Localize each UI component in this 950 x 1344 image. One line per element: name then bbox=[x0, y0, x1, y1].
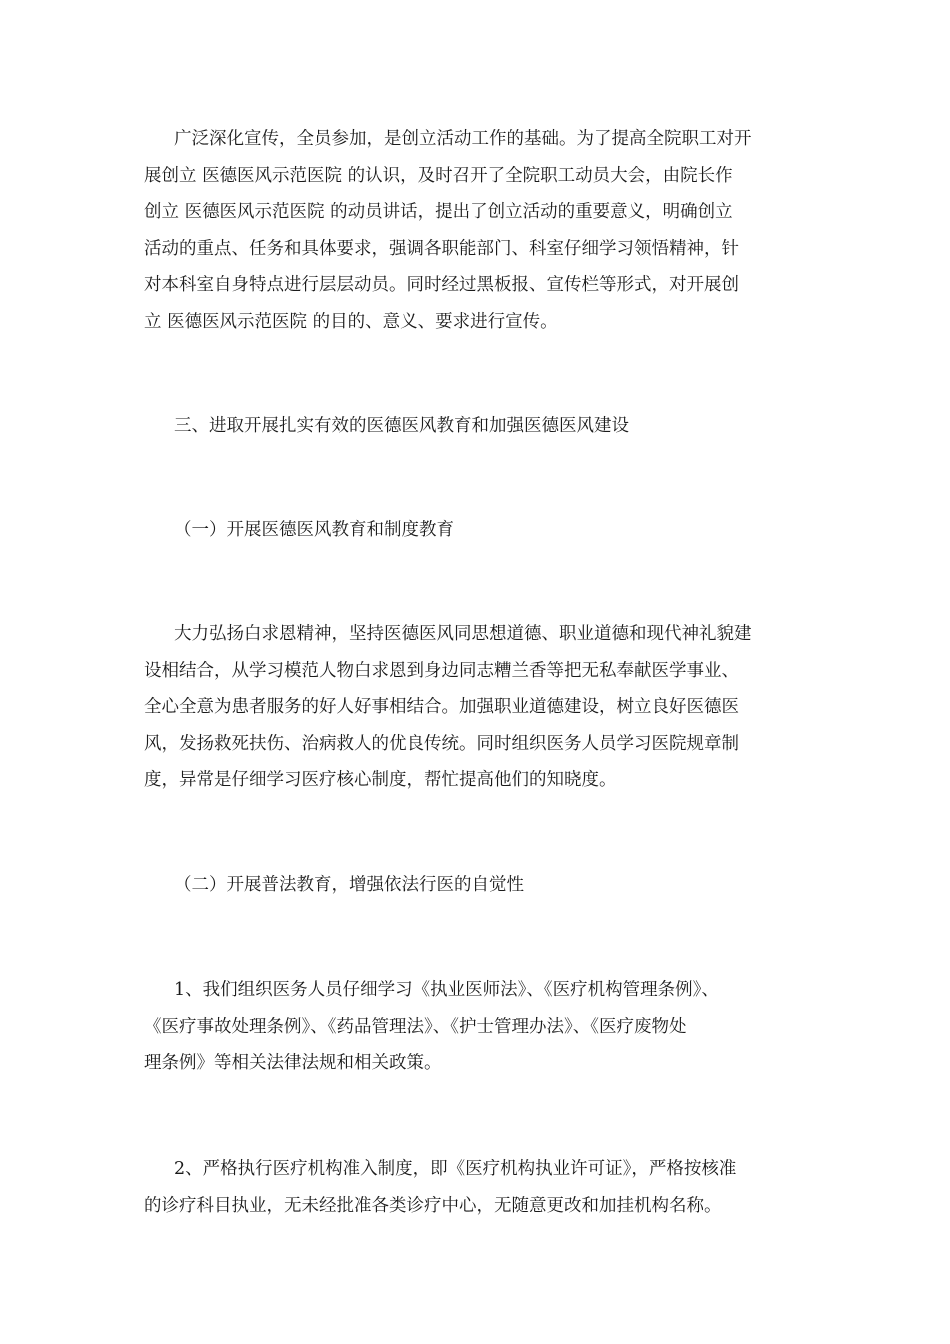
paragraph-line: 广泛深化宣传，全员参加，是创立活动工作的基础。为了提高全院职工对开 bbox=[174, 129, 752, 149]
paragraph-line: 设相结合，从学习模范人物白求恩到身边同志糟兰香等把无私奉献医学事业、 bbox=[144, 660, 739, 681]
paragraph-line: 活动的重点、任务和具体要求，强调各职能部门、科室仔细学习领悟精神，针 bbox=[144, 238, 739, 259]
paragraph-line: 度，异常是仔细学习医疗核心制度，帮忙提高他们的知晓度。 bbox=[144, 770, 617, 790]
paragraph-line: 对本科室自身特点进行层层动员。同时经过黑板报、宣传栏等形式，对开展创 bbox=[144, 275, 739, 295]
subsection-heading-text: （一）开展医德医风教育和制度教育 bbox=[174, 520, 454, 540]
paragraph-line: 《医疗事故处理条例》、《药品管理法》、《护士管理办法》、《医疗废物处 bbox=[144, 1016, 687, 1037]
body-paragraph bbox=[144, 616, 804, 799]
subsection-heading bbox=[144, 867, 804, 904]
subsection-heading bbox=[144, 512, 804, 549]
paragraph-line: 理条例》等相关法律法规和相关政策。 bbox=[144, 1053, 442, 1073]
paragraph-line: 风，发扬救死扶伤、治病救人的优良传统。同时组织医务人员学习医院规章制 bbox=[144, 733, 739, 754]
paragraph-line: 的诊疗科目执业，无未经批准各类诊疗中心，无随意更改和加挂机构名称。 bbox=[144, 1195, 722, 1216]
body-paragraph bbox=[144, 121, 804, 340]
paragraph-line: 大力弘扬白求恩精神，坚持医德医风同思想道德、职业道德和现代神礼貌建 bbox=[174, 624, 752, 644]
section-heading bbox=[144, 408, 804, 445]
paragraph-line: 创立 医德医风示范医院 的动员讲话，提出了创立活动的重要意义，明确创立 bbox=[144, 202, 733, 222]
paragraph-line: 展创立 医德医风示范医院 的认识，及时召开了全院职工动员大会，由院长作 bbox=[144, 165, 733, 186]
paragraph-line: 立 医德医风示范医院 的目的、意义、要求进行宣传。 bbox=[144, 311, 558, 332]
paragraph-line: 1、我们组织医务人员仔细学习《执业医师法》、《医疗机构管理条例》、 bbox=[174, 980, 719, 1000]
paragraph-line: 2、严格执行医疗机构准入制度，即《医疗机构执业许可证》，严格按核准 bbox=[174, 1159, 737, 1179]
subsection-heading-text: （二）开展普法教育，增强依法行医的自觉性 bbox=[174, 875, 524, 895]
paragraph-line: 全心全意为患者服务的好人好事相结合。加强职业道德建设，树立良好医德医 bbox=[144, 697, 739, 717]
section-heading-text: 三、进取开展扎实有效的医德医风教育和加强医德医风建设 bbox=[174, 416, 629, 436]
body-paragraph bbox=[144, 1151, 804, 1224]
body-paragraph bbox=[144, 972, 804, 1082]
